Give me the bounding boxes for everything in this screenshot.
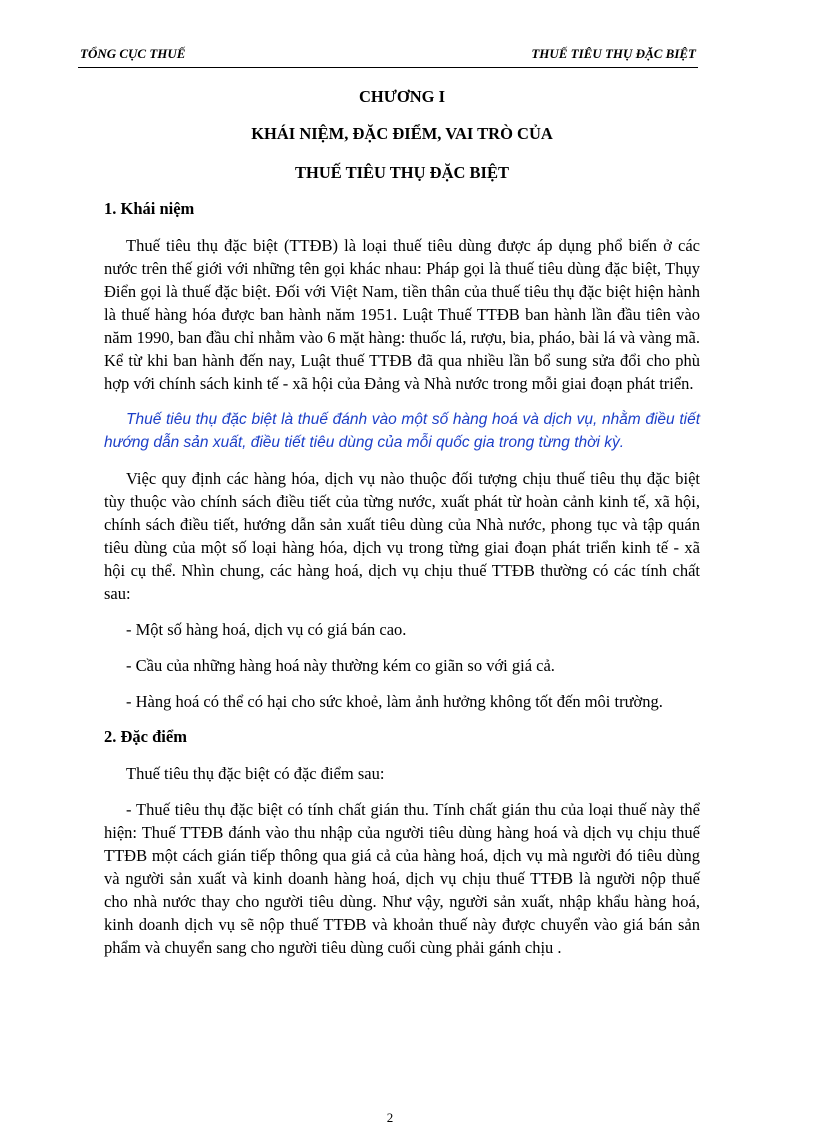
- paragraph-indirect-tax: - Thuế tiêu thụ đặc biệt có tính chất gián thu. Tính chất gián thu của loại thuế này thể hiện: Thuế TTĐB đánh vào thu nhập của người tiêu dùng hàng hoá và dịch vụ chịu thuế TTĐB một cách gián tiếp thông qua giá cả của hàng hoá, dịch vụ mà người đó tiêu dùng và người sản xuất và kinh doanh hàng hoá, dịch vụ chịu thuế TTĐB là người nộp thuế cho nhà nước thay cho người tiêu dùng. Như vậy, người sản xuất, nhập khẩu hàng hoá, kinh doanh dịch vụ sẽ nộp thuế TTĐB và khoản thuế này được chuyển vào giá bán sản phẩm và chuyển sang cho người tiêu dùng cuối cùng phải gánh chịu .: [104, 800, 700, 957]
- chapter-title-line-1: KHÁI NIỆM, ĐẶC ĐIỂM, VAI TRÒ CỦA: [251, 124, 553, 143]
- chapter-title-line-2: THUẾ TIÊU THỤ ĐẶC BIỆT: [295, 163, 509, 182]
- page-body: [104, 86, 700, 972]
- section-heading-characteristics: 2. Đặc điểm: [104, 727, 187, 746]
- section-heading-concept: 1. Khái niệm: [104, 199, 195, 218]
- paragraph-regulation: Việc quy định các hàng hóa, dịch vụ nào thuộc đối tượng chịu thuế tiêu thụ đặc biệt tùy thuộc vào chính sách điều tiết của từng nước, xuất phát từ hoàn cảnh kinh tế, xã hội, chính sách điều tiết, hướng dẫn sản xuất tiêu dùng của Nhà nước, phong tục và tập quán tiêu dùng của một số loại hàng hóa, dịch vụ trong từng giai đoạn phát triển kinh tế - xã hội cụ thể. Nhìn chung, các hàng hoá, dịch vụ chịu thuế TTĐB thường có các tính chất sau:: [104, 469, 700, 603]
- bullet-item: - Cầu của những hàng hoá này thường kém co giãn so với giá cả.: [126, 656, 555, 675]
- header-divider: [78, 67, 698, 68]
- definition-quote: Thuế tiêu thụ đặc biệt là thuế đánh vào một số hàng hoá và dịch vụ, nhằm điều tiết hướng dẫn sản xuất, điều tiết tiêu dùng của mỗi quốc gia trong từng thời kỳ.: [104, 411, 700, 451]
- header-document-title: THUẾ TIÊU THỤ ĐẶC BIỆT: [531, 46, 696, 61]
- paragraph-characteristics-intro: Thuế tiêu thụ đặc biệt có đặc điểm sau:: [126, 764, 385, 783]
- bullet-item: - Một số hàng hoá, dịch vụ có giá bán cao.: [126, 620, 407, 639]
- bullet-item: - Hàng hoá có thể có hại cho sức khoẻ, làm ảnh hưởng không tốt đến môi trường.: [126, 692, 663, 711]
- page-number: 2: [386, 1110, 394, 1125]
- chapter-number: CHƯƠNG I: [358, 87, 445, 106]
- header-organization: TỔNG CỤC THUẾ: [80, 46, 186, 61]
- paragraph-concept-history: Thuế tiêu thụ đặc biệt (TTĐB) là loại thuế tiêu dùng được áp dụng phổ biến ở các nước trên thế giới với những tên gọi khác nhau: Pháp gọi là thuế tiêu dùng đặc biệt, Thụy Điển gọi là thuế đặc biệt. Đối với Việt Nam, tiền thân của thuế tiêu thụ đặc biệt hiện hành là thuế hàng hóa được ban hành năm 1951. Luật Thuế TTĐB ban hành lần đầu tiên vào năm 1990, ban đầu chỉ nhằm vào 6 mặt hàng: thuốc lá, rượu, bia, pháo, bài lá và vàng mã. Kể từ khi ban hành đến nay, Luật thuế TTĐB đã qua nhiều lần bổ sung sửa đổi cho phù hợp với chính sách kinh tế - xã hội của Đảng và Nhà nước trong mỗi giai đoạn phát triển.: [104, 236, 700, 393]
- running-header: [80, 46, 696, 66]
